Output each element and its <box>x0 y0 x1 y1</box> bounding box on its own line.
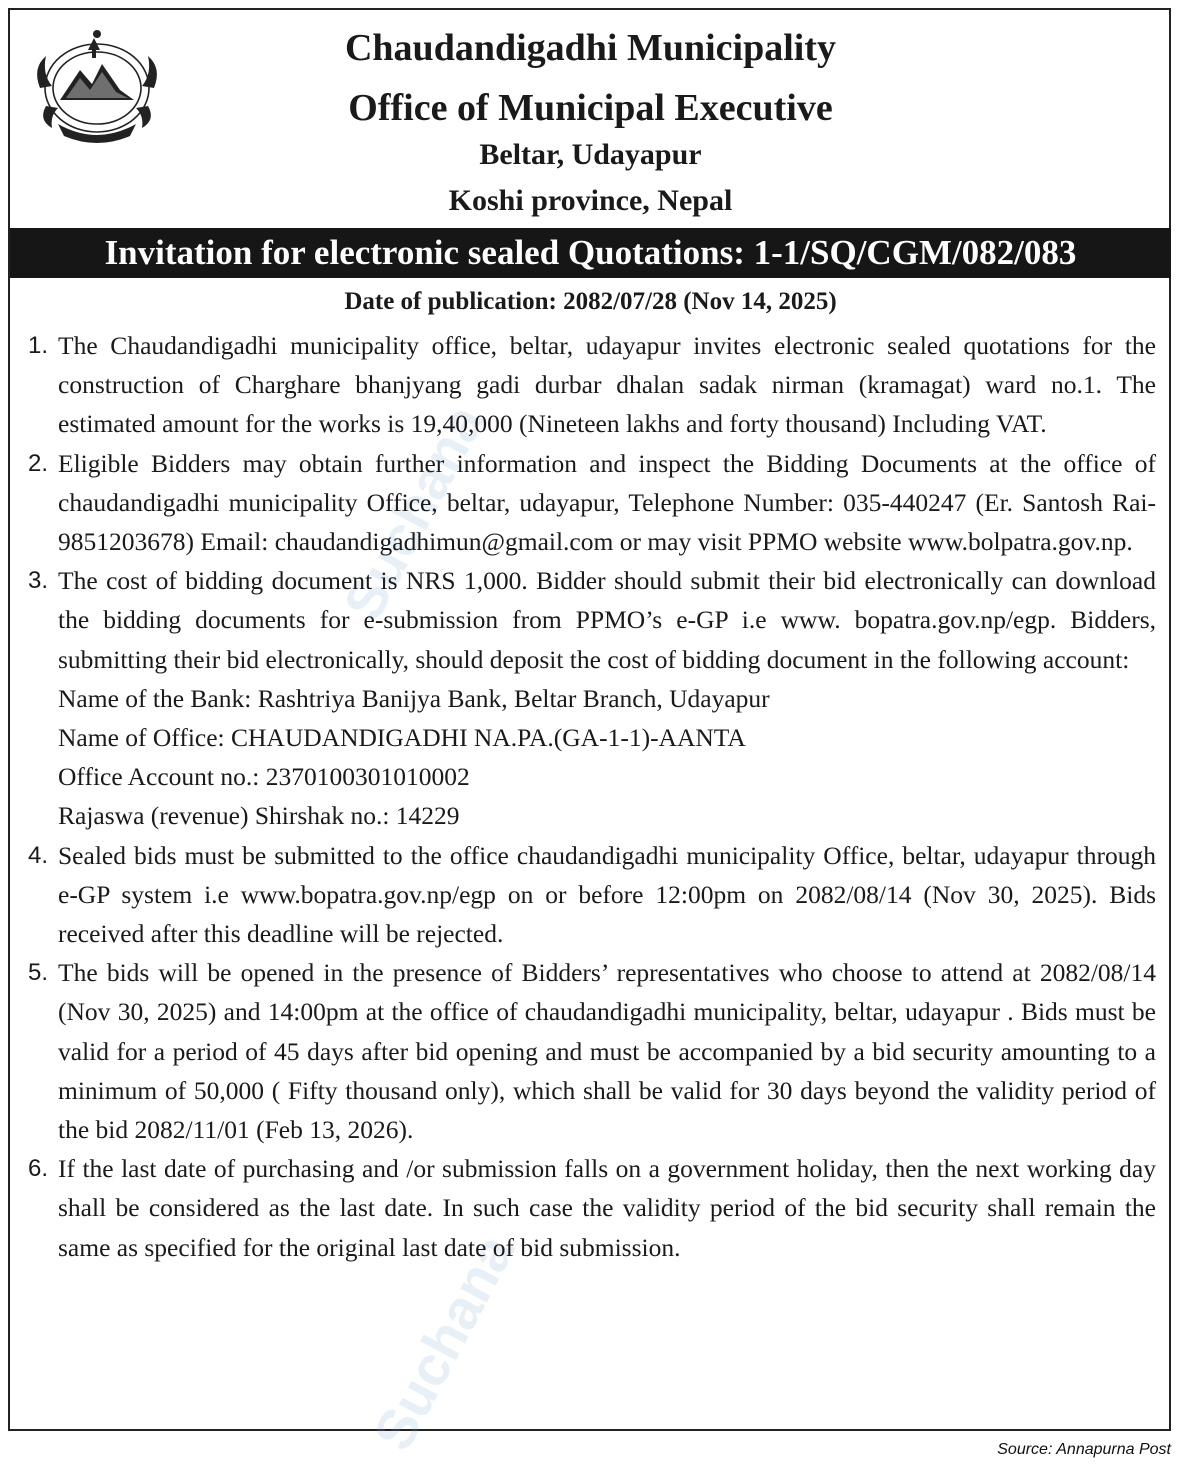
item-text: Sealed bids must be submitted to the office chaudandigadhi municipality Office, beltar, udayapur through e-GP system i.e www.bopatra.gov.np/egp on or before 12:00pm on 2082/08/14 (Nov 30, 2025). Bids received after this deadline will be rejected. <box>58 840 1156 949</box>
account-number: Office Account no.: 2370100301010002 <box>58 762 470 792</box>
item-number: 6. <box>28 1155 49 1183</box>
list-item <box>28 953 1156 1149</box>
item-text: The cost of bidding document is NRS 1,000. Bidder should submit their bid electronically can download the bidding documents for e-submission from PPMO’s e-GP i.e www. bopatra.gov.np/egp. Bidders, submitting their bid electronically, should deposit the cost of bidding document in the following account: <box>58 566 1156 674</box>
item-text: Eligible Bidders may obtain further information and inspect the Bidding Documents at the office of chaudandigadhi municipality Office, beltar, udayapur, Telephone Number: 035-440247 (Er. Santosh Rai- 9851203678) Email: chaudandigadhimun@gmail.com or may visit PPMO website www.bolpatra.gov.np. <box>58 448 1156 557</box>
office-title: Office of Municipal Executive <box>348 87 833 129</box>
source-credit: Source: Annapurna Post <box>997 1441 1171 1458</box>
item-number: 5. <box>28 959 49 987</box>
list-item <box>28 444 1156 562</box>
item-number: 2. <box>28 449 49 477</box>
item-text: The bids will be opened in the presence of Bidders’ representatives who choose to attend at 2082/08/14 (Nov 30, 2025) and 14:00pm at the office of chaudandigadhi municipality, beltar, udayapur . Bids must be valid for a period of 45 days after bid opening and must be accompanied by a bid security amounting to a minimum of 50,000 ( Fifty thousand only), which shall be valid for 30 days beyond the validity period of the bid 2082/11/01 (Feb 13, 2026). <box>58 958 1156 1145</box>
office-name: Name of Office: CHAUDANDIGADHI NA.PA.(GA-1-1)-AANTA <box>58 723 746 753</box>
address-line: Beltar, Udayapur <box>479 138 702 171</box>
invitation-banner: Invitation for electronic sealed Quotations: 1-1/SQ/CGM/082/083 <box>10 228 1171 278</box>
watermark: Suchana <box>360 1224 527 1461</box>
item-text: If the last date of purchasing and /or submission falls on a government holiday, then the next working day shall be considered as the last date. In such case the validity period of the bid security shall remain the same as specified for the original last date of bid submission. <box>58 1154 1156 1262</box>
notice-items <box>28 326 1156 1267</box>
list-item <box>28 326 1156 444</box>
list-item <box>28 561 1156 835</box>
municipality-title: Chaudandigadhi Municipality <box>344 27 836 69</box>
publication-date: Date of publication: 2082/07/28 (Nov 14, 2025) <box>344 288 837 315</box>
province-line: Koshi province, Nepal <box>448 184 733 217</box>
item-number: 4. <box>28 841 49 869</box>
revenue-heading: Rajaswa (revenue) Shirshak no.: 14229 <box>58 801 460 831</box>
list-item <box>28 1149 1156 1267</box>
list-item <box>28 836 1156 954</box>
item-number: 3. <box>28 567 49 595</box>
item-text: The Chaudandigadhi municipality office, beltar, udayapur invites electronic sealed quotations for the construction of Charghare bhanjyang gadi durbar dhalan sadak nirman (kramagat) ward no.1. The estimated amount for the works is 19,40,000 (Nineteen lakhs and forty thousand) Including VAT. <box>58 331 1156 439</box>
watermark: Suchana <box>330 394 497 631</box>
item-number: 1. <box>28 332 49 359</box>
bank-name: Name of the Bank: Rashtriya Banijya Bank, Beltar Branch, Udayapur <box>58 683 770 713</box>
